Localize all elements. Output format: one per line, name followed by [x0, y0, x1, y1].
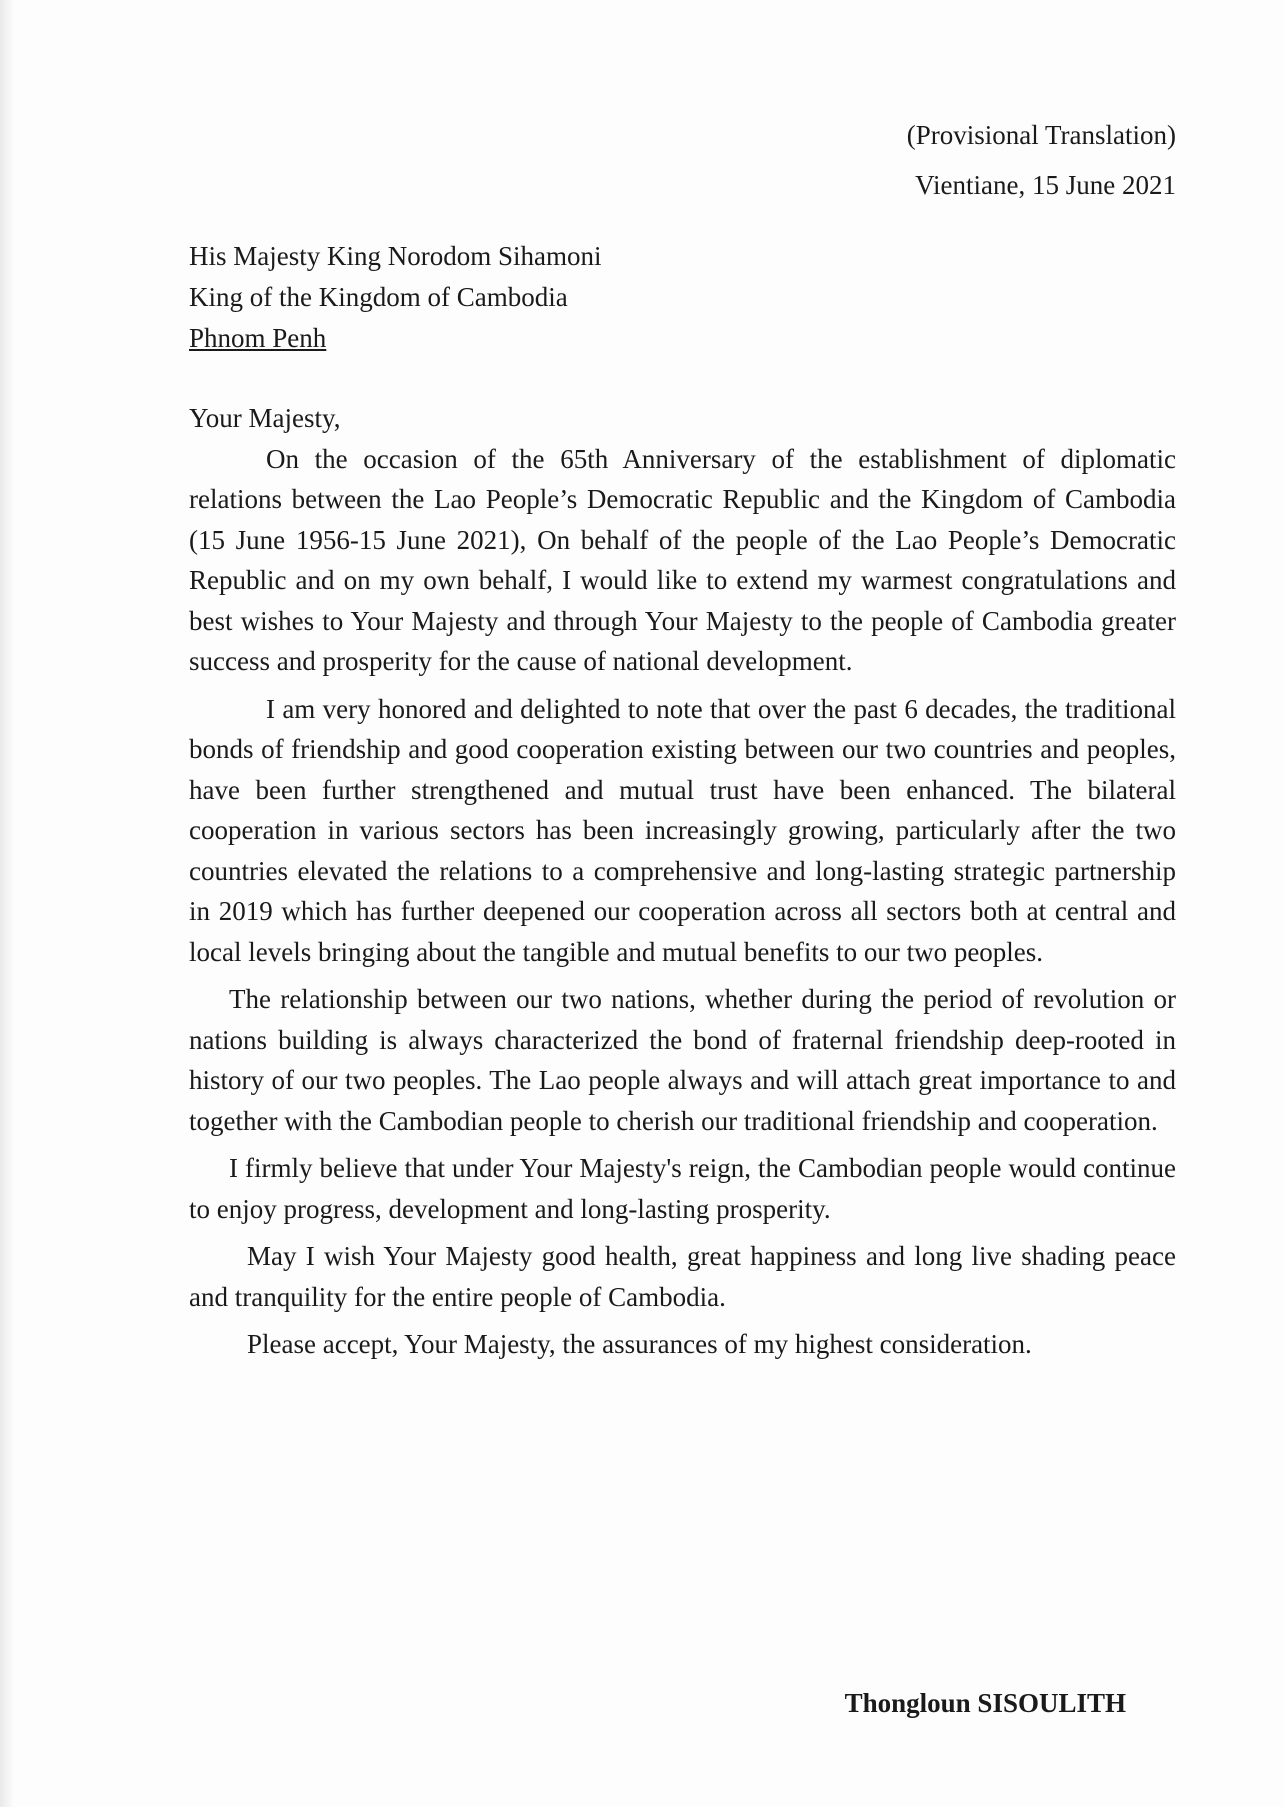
recipient-name: His Majesty King Norodom Sihamoni [189, 241, 602, 271]
paragraph-closing: Please accept, Your Majesty, the assurances of my highest consideration. [247, 1329, 1032, 1359]
paragraph-relationship: The relationship between our two nations, whether during the period of revolution or nations building is always characterized the bond of fraternal friendship deep-rooted in history of our two peoples. The Lao people always and will attach great importance to and together with the Cambodian people to cherish our traditional friendship and cooperation. [189, 984, 1176, 1136]
paragraph-cooperation: I am very honored and delighted to note that over the past 6 decades, the traditional bonds of friendship and good cooperation existing between our two countries and peoples, have been further strengthened and mutual trust have been enhanced. The bilateral cooperation in various sectors has been increasingly growing, particularly after the two countries elevated the relations to a comprehensive and long-lasting strategic partnership in 2019 which has further deepened our cooperation across all sectors both at central and local levels bringing about the tangible and mutual benefits to our two peoples. [189, 693, 1176, 967]
signature-name: Thongloun SISOULITH [844, 1688, 1126, 1718]
page-edge-shadow [0, 0, 14, 1807]
paragraph-anniversary: On the occasion of the 65th Anniversary of the establishment of diplomatic relations between the Lao People’s Democratic Republic and the Kingdom of Cambodia (15 June 1956-15 June 2021), On behalf of the people of the Lao People’s Democratic Republic and on my own behalf, I would like to extend my warmest congratulations and best wishes to Your Majesty and through Your Majesty to the people of Cambodia greater success and prosperity for the cause of national development. [189, 443, 1176, 676]
letter-body [189, 398, 1176, 1365]
place-and-date: Vientiane, 15 June 2021 [915, 170, 1176, 200]
provisional-translation-note: (Provisional Translation) [906, 120, 1176, 150]
recipient-block [189, 236, 602, 359]
paragraph-wishes: May I wish Your Majesty good health, great happiness and long live shading peace and tranquility for the entire people of Cambodia. [189, 1241, 1176, 1312]
recipient-city: Phnom Penh [189, 323, 327, 353]
recipient-title: King of the Kingdom of Cambodia [189, 282, 568, 312]
paragraph-belief: I firmly believe that under Your Majesty's reign, the Cambodian people would continue to enjoy progress, development and long-lasting prosperity. [189, 1153, 1176, 1224]
salutation: Your Majesty, [189, 403, 341, 433]
